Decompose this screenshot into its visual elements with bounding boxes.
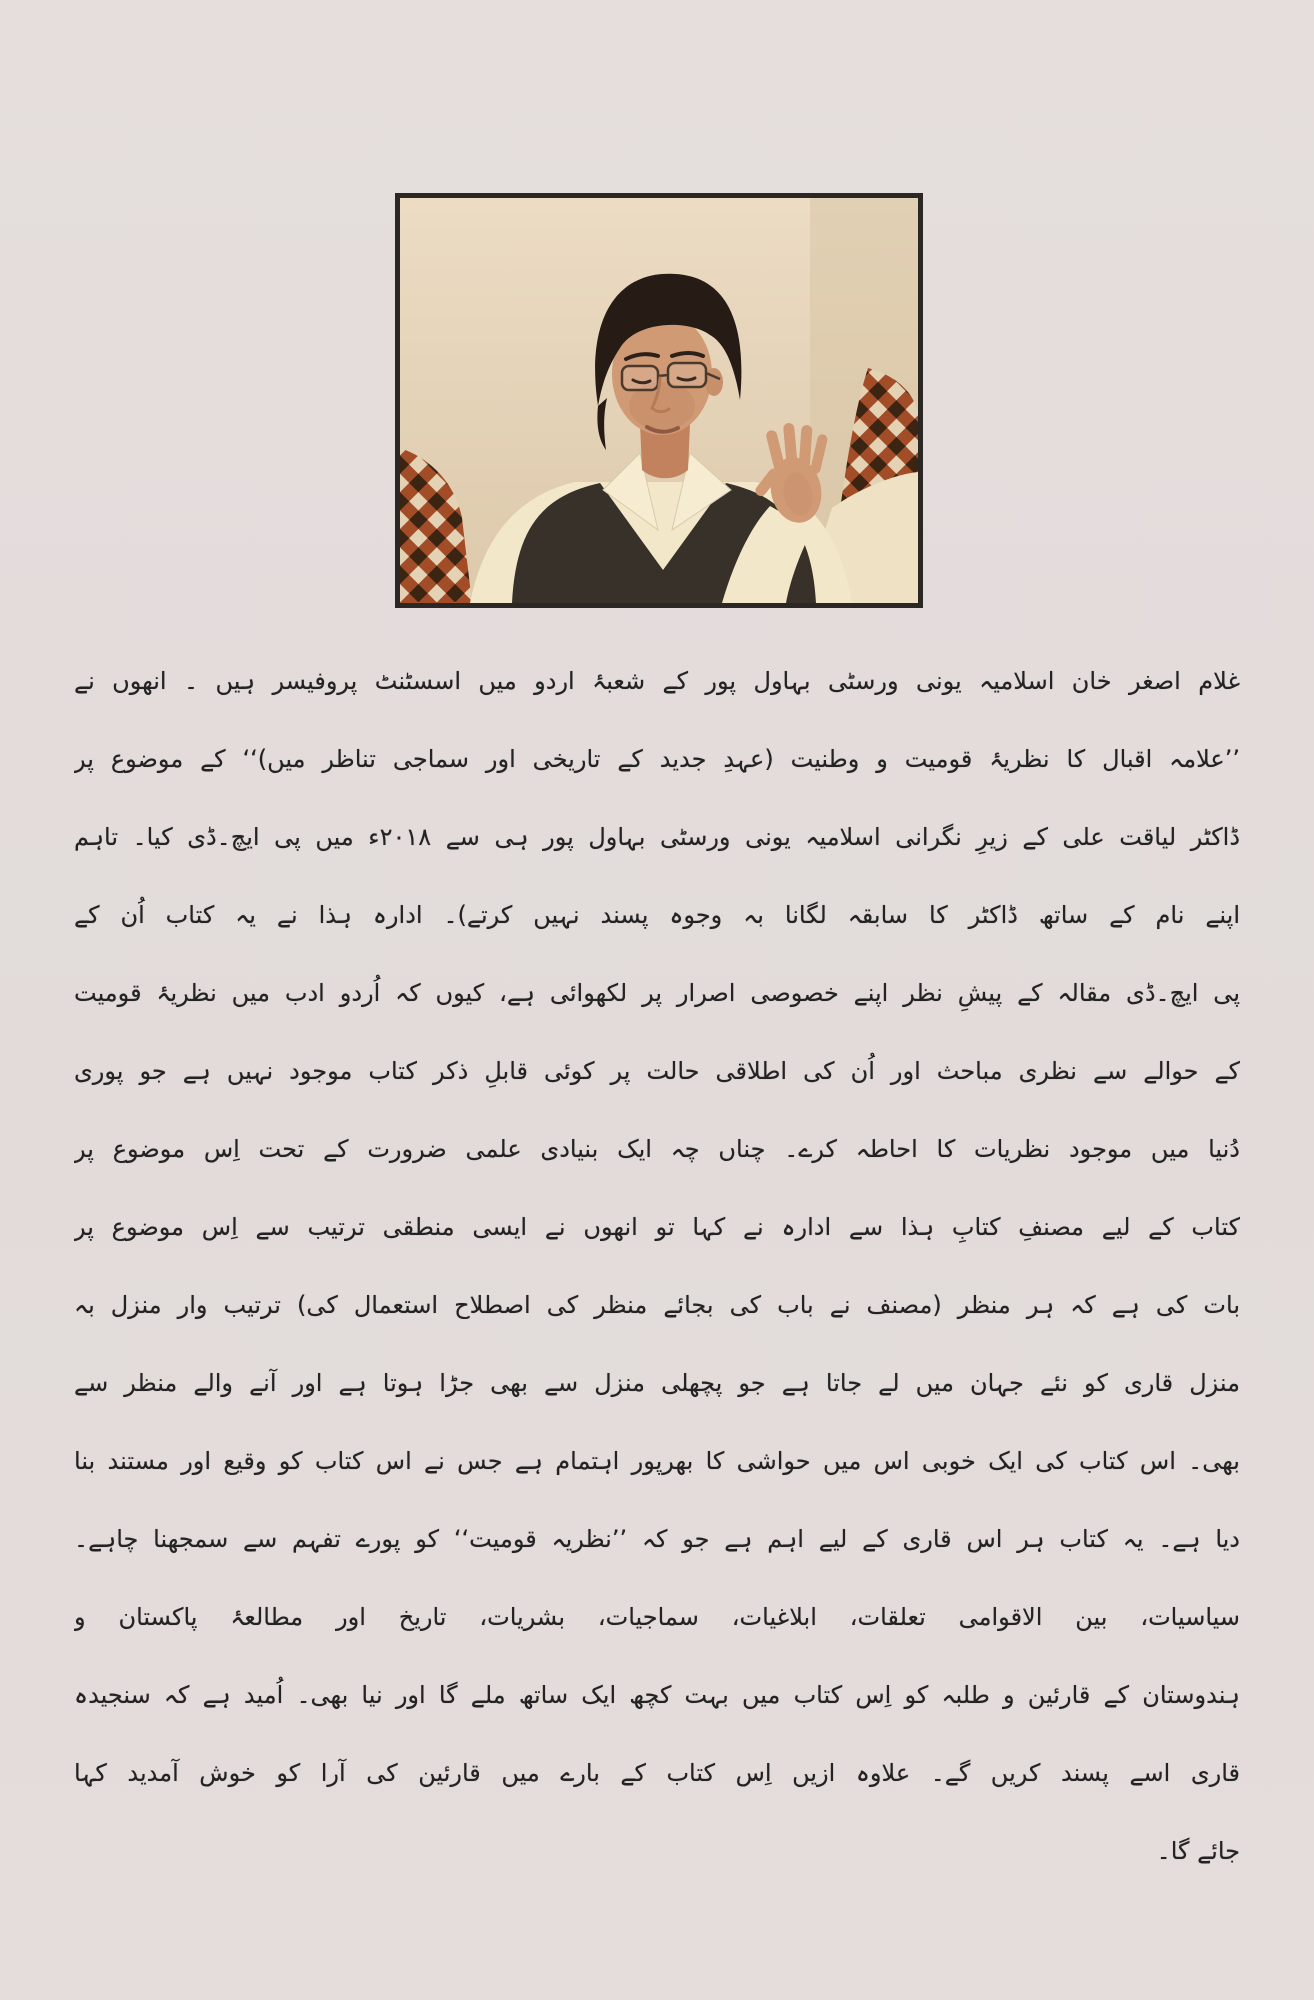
text-line: بھی۔ اس کتاب کی ایک خوبی اس میں حواشی کا بھرپور اہتمام ہے جس نے اس کتاب کو وقیع اور مستند بنا xyxy=(74,1447,1240,1475)
text-line: کے حوالے سے نظری مباحث اور اُن کی اطلاقی حالت پر کوئی قابلِ ذکر کتاب موجود نہیں ہے جو پوری xyxy=(74,1057,1240,1085)
text-line-last: جائے گا۔ xyxy=(1156,1837,1240,1865)
text-line: کتاب کے لیے مصنفِ کتابِ ہذا سے ادارہ نے کہا تو انھوں نے ایسی منطقی ترتیب سے اِس موضوع پر xyxy=(74,1213,1240,1241)
text-line: پی ایچ۔ڈی مقالہ کے پیشِ نظر اپنے خصوصی اصرار پر لکھوائی ہے، کیوں کہ اُردو ادب میں نظریۂ قومیت xyxy=(74,979,1240,1007)
author-photo-frame xyxy=(395,193,923,608)
text-line: دیا ہے۔ یہ کتاب ہر اس قاری کے لیے اہم ہے جو کہ ’’نظریہ قومیت‘‘ کو پورے تفہم سے سمجھنا چاہے۔ xyxy=(74,1525,1240,1553)
text-line: منزل قاری کو نئے جہان میں لے جاتا ہے جو پچھلی منزل سے بھی جڑا ہوتا ہے اور آنے والے منظر سے xyxy=(74,1369,1240,1397)
text-line: غلام اصغر خان اسلامیہ یونی ورسٹی بہاول پور کے شعبۂ اردو میں اسسٹنٹ پروفیسر ہیں ۔ انھوں نے xyxy=(74,667,1240,695)
text-line: سیاسیات، بین الاقوامی تعلقات، ابلاغیات، سماجیات، بشریات، تاریخ اور مطالعۂ پاکستان و xyxy=(74,1603,1240,1631)
biography-text xyxy=(74,642,1240,1890)
text-line: قاری اسے پسند کریں گے۔ علاوہ ازیں اِس کتاب کے بارے میں قارئین کی آرا کو خوش آمدید کہا xyxy=(74,1759,1240,1787)
ear xyxy=(705,368,723,396)
text-line: اپنے نام کے ساتھ ڈاکٹر کا سابقہ لگانا بہ وجوہ پسند نہیں کرتے)۔ ادارہ ہذا نے یہ کتاب اُن کے xyxy=(74,901,1240,929)
text-line: ڈاکٹر لیاقت علی کے زیرِ نگرانی اسلامیہ یونی ورسٹی بہاول پور ہی سے ۲۰۱۸ء میں پی ایچ۔ڈی کیا۔ تاہم xyxy=(74,823,1240,851)
text-line: بات کی ہے کہ ہر منظر (مصنف نے باب کی بجائے منظر کی اصطلاح استعمال کی) ترتیب وار منزل بہ xyxy=(74,1291,1240,1319)
text-line: ’’علامہ اقبال کا نظریۂ قومیت و وطنیت (عہدِ جدید کے تاریخی اور سماجی تناظر میں)‘‘ کے موضوع پر xyxy=(74,745,1240,773)
author-photo xyxy=(400,198,918,603)
text-line: ہندوستان کے قارئین و طلبہ کو اِس کتاب میں بہت کچھ ایک ساتھ ملے گا اور نیا بھی۔ اُمید ہے کہ سنجیدہ xyxy=(74,1681,1240,1709)
text-line: دُنیا میں موجود نظریات کا احاطہ کرے۔ چناں چہ ایک بنیادی علمی ضرورت کے تحت اِس موضوع پر xyxy=(74,1135,1240,1163)
